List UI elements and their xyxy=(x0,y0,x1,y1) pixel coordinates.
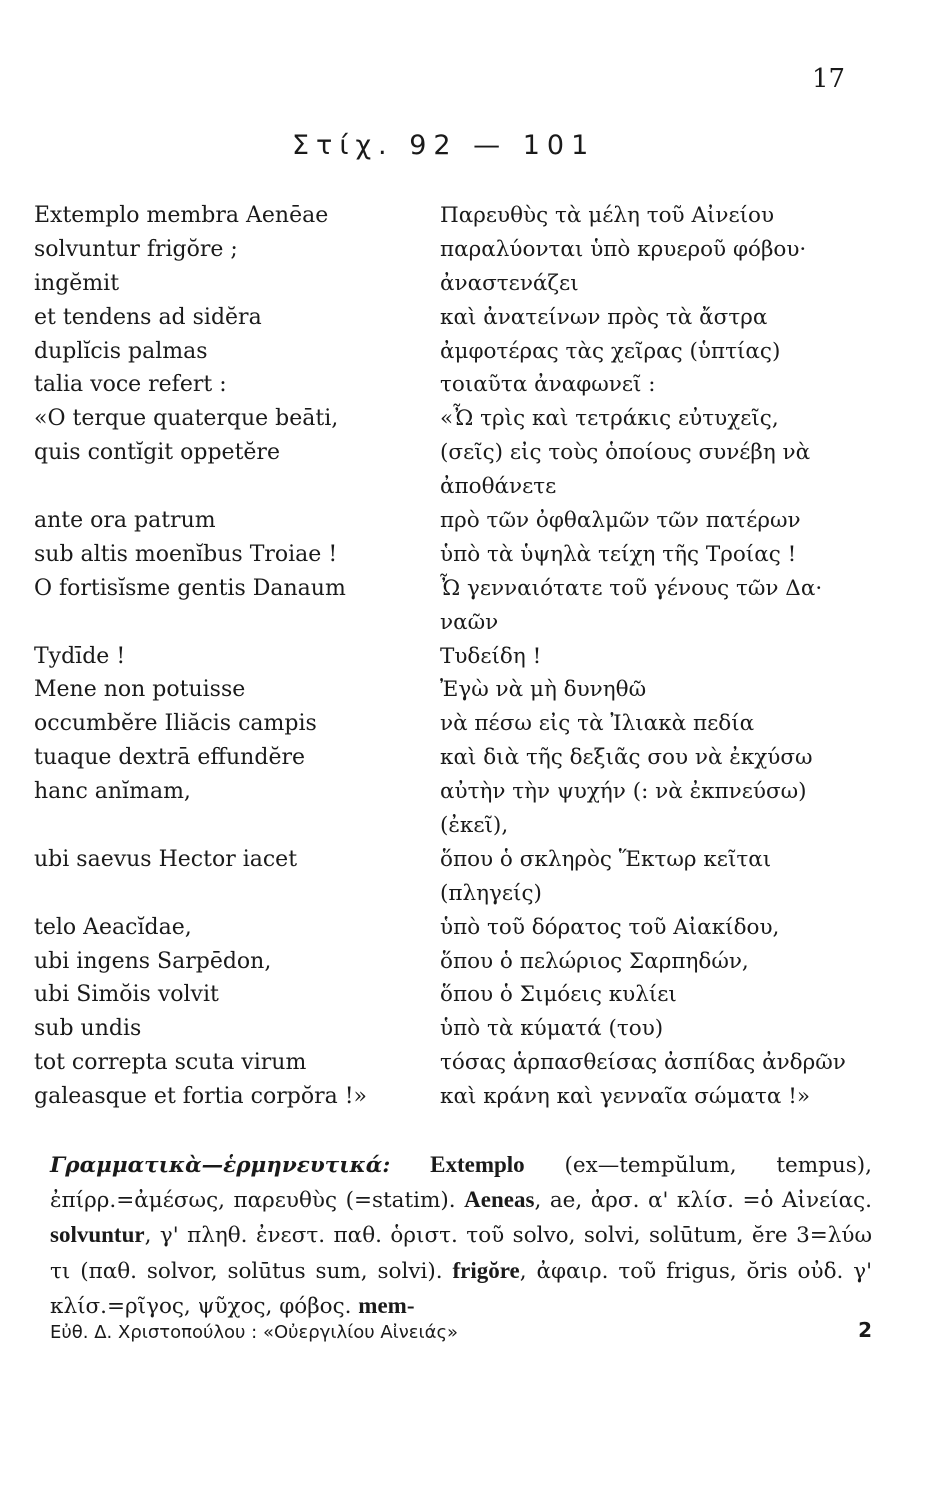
greek-line: ναῶν xyxy=(440,609,499,635)
greek-line: (ἐκεῖ), xyxy=(440,813,509,839)
latin-line xyxy=(34,606,367,640)
section-title: Στίχ. 92 — 101 xyxy=(292,130,596,161)
greek-line: Ὦ γενναιότατε τοῦ γένους τῶν Δα· xyxy=(440,575,823,601)
latin-line xyxy=(34,877,367,911)
greek-line: ἀποθάνετε xyxy=(440,474,557,500)
latin-line: Mene non potuisse xyxy=(34,677,246,703)
latin-line: sub altis moenĭbus Troiae ! xyxy=(34,541,338,567)
latin-line: O fortisĭsme gentis Danaum xyxy=(34,575,346,601)
footer xyxy=(50,1318,872,1343)
latin-line: ante ora patrum xyxy=(34,508,216,534)
latin-line: tuaque dextrā effundĕre xyxy=(34,745,305,771)
greek-line: πρὸ τῶν ὀφθαλμῶν τῶν πατέρων xyxy=(440,508,801,534)
lemma-extemplo: Extemplo xyxy=(430,1152,525,1177)
greek-line: «Ὦ τρὶς καὶ τετράκις εὐτυχεῖς, xyxy=(440,406,779,432)
greek-line: ὅπου ὁ πελώριος Σαρπηδών, xyxy=(440,948,749,974)
latin-line: Extemplo membra Aenēae xyxy=(34,203,329,228)
latin-line: Tydīde ! xyxy=(34,643,126,669)
latin-line: occumbĕre Iliăcis campis xyxy=(34,711,317,737)
greek-line: αὐτὴν τὴν ψυχήν (: νὰ ἐκπνεύσω) xyxy=(440,779,807,805)
notes-text: , γ' πληθ. ἐνεστ. παθ. ὁριστ. τοῦ solvo, solvi, solūtum, ĕre 3=λύω τι (παθ. solvor, solūtus sum, solvi). xyxy=(50,1223,872,1284)
latin-line xyxy=(34,470,367,504)
footer-citation: Εὐθ. Δ. Χριστοπούλου : «Οὐεργιλίου Αἰνειάς» xyxy=(50,1322,459,1343)
latin-line xyxy=(34,809,367,843)
notes-heading: Γραμματικὰ—ἑρμηνευτικά: xyxy=(50,1153,391,1178)
greek-line: (πληγείς) xyxy=(440,880,542,906)
latin-line: quis contĭgit oppetĕre xyxy=(34,440,280,466)
latin-line: talia voce refert : xyxy=(34,372,227,398)
greek-line: ὅπου ὁ Σιμόεις κυλίει xyxy=(440,982,677,1008)
greek-line: ἀναστενάζει xyxy=(440,270,579,296)
latin-line: sub undis xyxy=(34,1016,142,1042)
notes-text: , ae, ἀρσ. α' κλίσ. =ὁ Αἰνείας. xyxy=(534,1188,872,1214)
greek-line: νὰ πέσω εἰς τὰ Ἰλιακὰ πεδία xyxy=(440,711,755,737)
notes-paragraph xyxy=(50,1148,872,1324)
greek-line: (σεῖς) εἰς τοὺς ὁποίους συνέβη νὰ xyxy=(440,440,811,466)
greek-line: καὶ διὰ τῆς δεξιᾶς σου νὰ ἐκχύσω xyxy=(440,745,813,771)
greek-line: ὑπὸ τοῦ δόρατος τοῦ Αἰακίδου, xyxy=(440,914,780,940)
greek-line: Τυδείδη ! xyxy=(440,643,542,669)
greek-line: ὅπου ὁ σκληρὸς Ἕκτωρ κεῖται xyxy=(440,846,772,872)
greek-column xyxy=(440,199,846,1114)
lemma-frigore: frigŏre xyxy=(452,1257,520,1283)
lemma-mem: mem- xyxy=(358,1292,415,1318)
greek-line: τοιαῦτα ἀναφωνεῖ : xyxy=(440,372,656,398)
greek-line: ὑπὸ τὰ κύματά (του) xyxy=(440,1016,664,1042)
greek-line: ὑπὸ τὰ ὑψηλὰ τείχη τῆς Τροίας ! xyxy=(440,541,797,567)
page-number: 17 xyxy=(812,64,846,94)
latin-line: ubi saevus Hector iacet xyxy=(34,846,298,872)
signature-mark: 2 xyxy=(858,1318,872,1342)
latin-line: telo Aeacĭdae, xyxy=(34,914,192,940)
latin-line: et tendens ad sidĕra xyxy=(34,304,262,330)
latin-line: ubi Simŏis volvit xyxy=(34,982,219,1008)
greek-line: τόσας ἁρπασθείσας ἀσπίδας ἀνδρῶν xyxy=(440,1050,846,1076)
latin-line: duplĭcis palmas xyxy=(34,338,208,364)
latin-line: solvuntur frigŏre ; xyxy=(34,236,238,262)
latin-line: ubi ingens Sarpēdon, xyxy=(34,948,272,974)
greek-line: Παρευθὺς τὰ μέλη τοῦ Αἰνείου xyxy=(440,203,775,228)
lemma-aeneas: Aeneas xyxy=(464,1187,535,1213)
greek-line: καὶ κράνη καὶ γενναῖα σώματα !» xyxy=(440,1084,810,1110)
greek-line: ἀμφοτέρας τὰς χεῖρας (ὑπτίας) xyxy=(440,338,781,364)
grammar-notes xyxy=(50,1148,872,1324)
greek-line: παραλύονται ὑπὸ κρυεροῦ φόβου· xyxy=(440,236,807,262)
greek-line: καὶ ἀνατείνων πρὸς τὰ ἄστρα xyxy=(440,304,768,330)
latin-line: galeasque et fortia corpŏra !» xyxy=(34,1084,368,1110)
greek-line: Ἐγὼ νὰ μὴ δυνηθῶ xyxy=(440,677,647,703)
latin-line: tot correpta scuta virum xyxy=(34,1050,307,1076)
notes-text: , ἀφαιρ. τοῦ frigus, ŏris οὐδ. γ' κλίσ.=ρῖγος, ψῦχος, φόβος. xyxy=(50,1258,872,1319)
latin-line: hanc anĭmam, xyxy=(34,779,191,805)
latin-line: ingĕmit xyxy=(34,270,120,296)
notes-text: (ex—tempŭlum, tempus), ἐπίρρ.=ἀμέσως, παρευθὺς (=statim). xyxy=(50,1153,872,1214)
latin-line: «O terque quaterque beāti, xyxy=(34,406,339,432)
latin-column xyxy=(34,199,367,1114)
lemma-solvuntur: solvuntur xyxy=(50,1222,145,1248)
